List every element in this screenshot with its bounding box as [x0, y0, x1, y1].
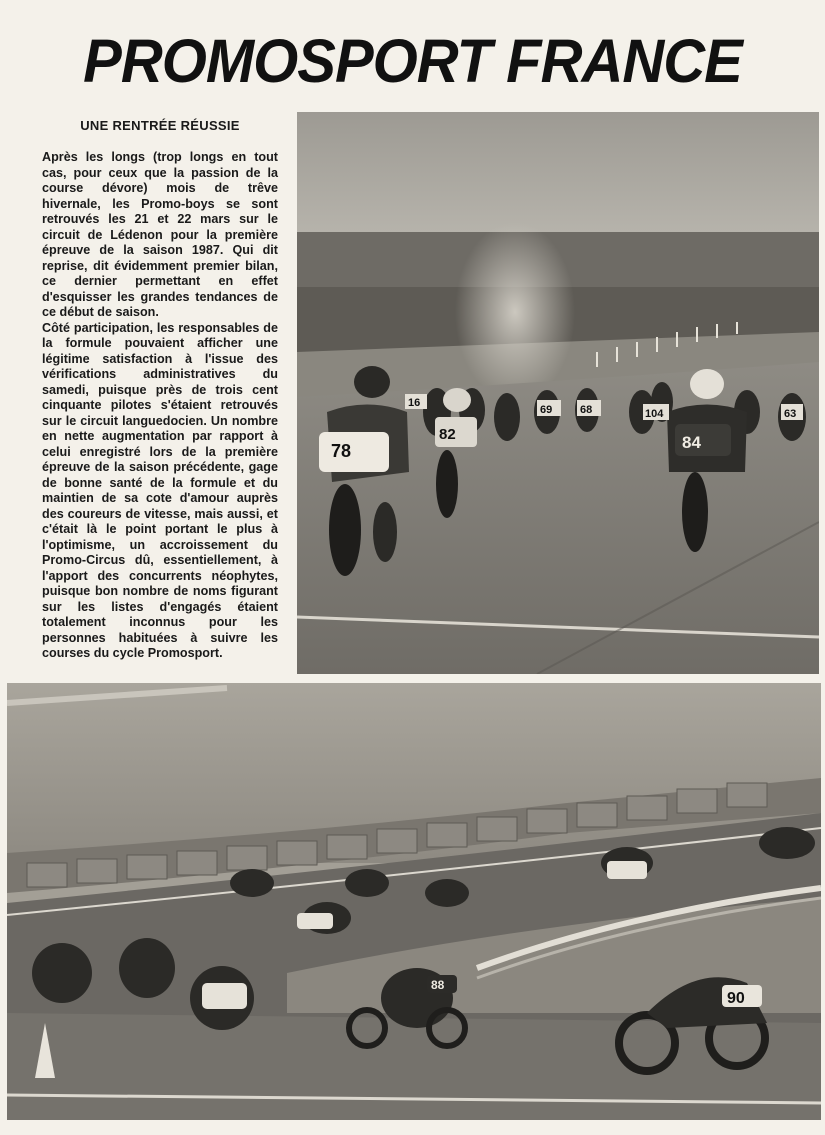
article-subtitle: UNE RENTRÉE RÉUSSIE	[80, 118, 240, 133]
article-column	[42, 118, 278, 662]
race-number: 69	[540, 404, 553, 416]
race-number: 16	[408, 397, 421, 409]
corner-photo	[7, 683, 821, 1120]
article-paragraph: Après les longs (trop longs en tout cas, pour ceux que la passion de la course dévore) mois de trêve hivernale, les Promo-boys se sont retrouvés les 21 et 22 mars sur le circuit de Lédenon pour la première épreuve de la saison 1987. Qui dit reprise, dit évidemment premier bilan, ce dernier permettant en effet d'esquisser les grandes tendances de ce début de saison.	[42, 150, 278, 319]
race-number: 78	[331, 441, 352, 461]
race-number: 104	[645, 408, 664, 420]
race-number: 88	[431, 978, 445, 992]
race-number: 90	[727, 990, 745, 1007]
article-body	[42, 150, 278, 662]
race-number: 63	[784, 408, 797, 420]
page-title: PROMOSPORT FRANCE	[83, 27, 742, 96]
race-number: 82	[439, 426, 456, 443]
race-start-photo	[297, 112, 819, 674]
race-number: 68	[580, 404, 593, 416]
article-paragraph: Côté participation, les responsables de la formule pouvaient afficher une légitime satisfaction à l'issue des vérifications administratives du samedi, puisque près de trois cent cinquante pilotes s'étaient retrouvés sur le circuit languedocien. Un nombre en nette augmentation par rapport à celui enregistré lors de la première épreuve de la saison précédente, gage de bonne santé de la formule et du maintien de sa cote d'amour auprès des coureurs de vitesse, mais aussi, et c'était là le point portant le plus à l'optimisme, un accroissement du Promo-Circus dû, essentiellement, à l'apport des concurrents néophytes, puisque bon nombre de noms figurant sur les listes d'engagés étaient totalement inconnus pour les personnes habituées à suivre les courses du cycle Promosport.	[42, 320, 278, 660]
race-number: 84	[682, 433, 701, 452]
